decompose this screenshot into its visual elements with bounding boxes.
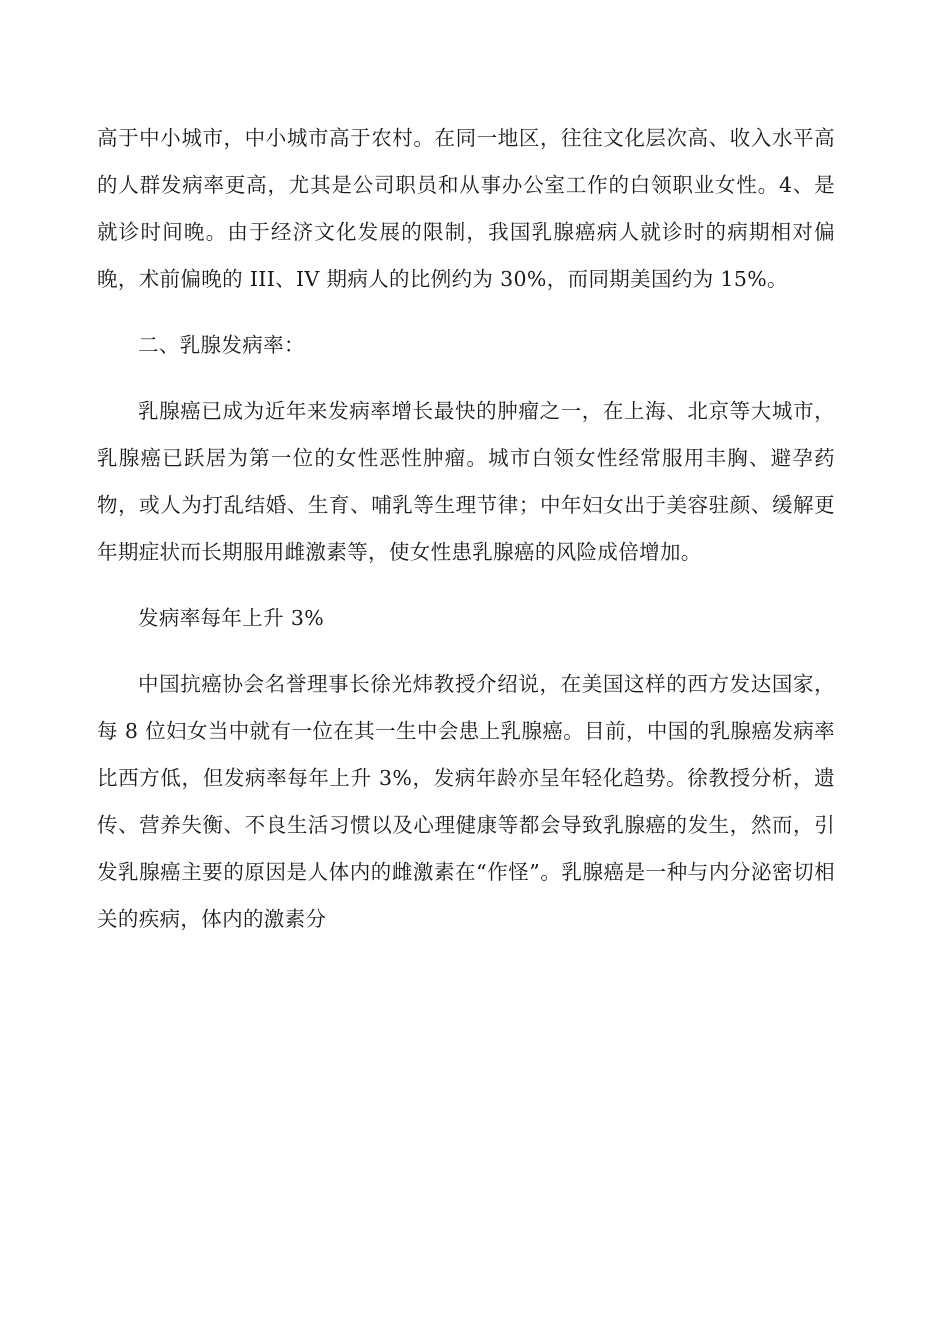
section-heading-incidence: 二、乳腺发病率： — [138, 333, 305, 357]
document-page — [97, 115, 835, 943]
paragraph-expert-analysis: 中国抗癌协会名誉理事长徐光炜教授介绍说，在美国这样的西方发达国家，每 8 位妇女当中就有一位在其一生中会患上乳腺癌。目前，中国的乳腺癌发病率比西方低，但发病率每年上升 3%，发病年龄亦呈年轻化趋势。徐教授分析，遗传、营养失衡、不良生活习惯以及心理健康等都会导致乳腺癌的发生，然而，引发乳腺癌主要的原因是人体内的雌激素在“作怪”。乳腺癌是一种与内分泌密切相关的疾病，体内的激素分 — [97, 672, 835, 931]
subheading-annual-rise: 发病率每年上升 3% — [138, 606, 325, 630]
paragraph-incidence: 乳腺癌已成为近年来发病率增长最快的肿瘤之一，在上海、北京等大城市，乳腺癌已跃居为第一位的女性恶性肿瘤。城市白领女性经常服用丰胸、避孕药物，或人为打乱结婚、生育、哺乳等生理节律；中年妇女出于美容驻颜、缓解更年期症状而长期服用雌激素等，使女性患乳腺癌的风险成倍增加。 — [97, 399, 835, 564]
paragraph-continuation: 高于中小城市，中小城市高于农村。在同一地区，往往文化层次高、收入水平高的人群发病率更高，尤其是公司职员和从事办公室工作的白领职业女性。4、是就诊时间晚。由于经济文化发展的限制，我国乳腺癌病人就诊时的病期相对偏晚，术前偏晚的 III、IV 期病人的比例约为 30%，而同期美国约为 15%。 — [97, 126, 835, 291]
